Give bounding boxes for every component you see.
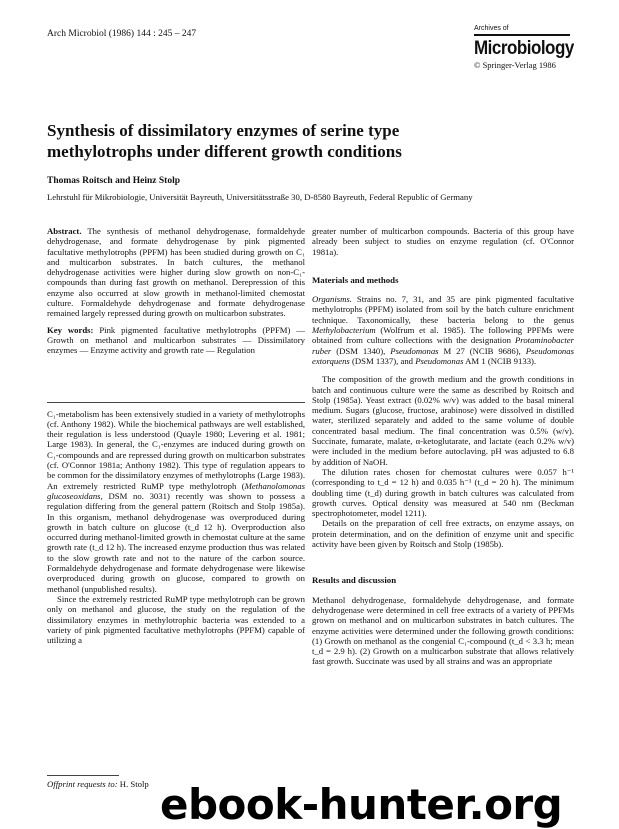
methods-heading: Materials and methods bbox=[312, 274, 399, 285]
organisms-text-3: (DSM 1340), bbox=[331, 345, 391, 356]
dilution-paragraph: The dilution rates chosen for chemostat cultures were 0.057 h⁻¹ (corresponding to t_d = 12 h) and 0.035 h⁻¹ (t_d = 20 h). The minimum doubling time (t_d) during growth in batch cultures was calculated from growth curves. Optical density was measured at 540 nm (Beckman spectrophotometer, model 1211). bbox=[312, 466, 574, 519]
journal-reference: Arch Microbiol (1986) 144 : 245 – 247 bbox=[47, 29, 197, 39]
masthead-archives-of: Archives of bbox=[474, 25, 509, 32]
medium-paragraph: The composition of the growth medium and the growth conditions in batch and continuous culture were the same as described by Roitsch and Stolp (1985a). Yeast extract (0.02% w/v) was added to the basal mineral medium. Sugars (glucose, fructose, arabinose) were dissolved in distilled water, sterilized separately and added to the same volume of double concentrated basal medium. The final concentration was 0.5% (w/v). Succinate, fumarate, malate, α-ketoglutarate, and lactate (each 0.2% w/v) were included in the medium before autoclaving. pH was adjusted to 6.8 by addition of NaOH. bbox=[312, 374, 574, 467]
section-divider bbox=[47, 402, 305, 403]
organisms-genus: Methylobacterium bbox=[312, 325, 376, 336]
intro-species: Methanolomonas glucoseoxidans bbox=[47, 480, 305, 501]
organisms-species-1: Protaminobacter ruber bbox=[312, 335, 574, 356]
organisms-text-5: (DSM 1337), and bbox=[349, 355, 416, 366]
masthead-rule bbox=[474, 34, 570, 36]
offprint-label: Offprint requests to: bbox=[47, 779, 118, 789]
masthead-microbiology-logo: Microbiology bbox=[474, 36, 574, 59]
left-column bbox=[47, 226, 305, 645]
article-authors: Thomas Roitsch and Heinz Stolp bbox=[47, 176, 181, 186]
abstract-text: The synthesis of methanol dehydrogenase, formaldehyde dehydrogenase, and formate dehydrogenase by pink pigmented facultative methylotrophs (PPFM) has been studied during growth on C₁ and multicarbon substrates. In batch cultures, the methanol dehydrogenase activities were higher during slow growth on non-C₁-compounds than during fast growth on methanol. Derepression of this enzyme also occurred at slow growth in methanol-limited chemostat culture. Formaldehyde dehydrogenase and formate dehydrogenase remained largely repressed during growth on multicarbon substrates. bbox=[47, 226, 305, 319]
abstract-label: Abstract. bbox=[47, 226, 82, 236]
intro-continuation: greater number of multicarbon compounds. Bacteria of this group have already been subject to studies on enzyme regulation (cf. O'Connor 1981a). bbox=[312, 226, 574, 257]
journal-masthead bbox=[474, 25, 578, 70]
organisms-species-4: Pseudomonas bbox=[415, 355, 464, 366]
organisms-species-3: Pseudomonas extorquens bbox=[312, 345, 574, 366]
article-title: Synthesis of dissimilatory enzymes of serine type methylotrophs under different growth conditions bbox=[47, 121, 402, 161]
organisms-label: Organisms. bbox=[312, 294, 352, 305]
results-heading: Results and discussion bbox=[312, 575, 397, 586]
keywords-label: Key words: bbox=[47, 324, 94, 335]
organisms-paragraph bbox=[312, 294, 574, 366]
organisms-species-2: Pseudomonas bbox=[390, 345, 439, 356]
intro-paragraph-1 bbox=[47, 409, 305, 594]
abstract-paragraph bbox=[47, 226, 305, 319]
article-affiliation: Lehrstuhl für Mikrobiologie, Universität Bayreuth, Universitätsstraße 30, D-8580 Bayreuth, Federal Republic of Germany bbox=[47, 192, 473, 202]
organisms-text-2: (Wolfrum et al. 1985). The following PPFMs were obtained from culture collections with the designation bbox=[312, 325, 574, 346]
keywords-paragraph bbox=[47, 325, 305, 356]
masthead-copyright: © Springer-Verlag 1986 bbox=[474, 60, 556, 70]
details-paragraph: Details on the preparation of cell free extracts, on enzyme assays, on protein determination, and on the definition of enzyme unit and specific activity have been given by Roitsch and Stolp (1985b). bbox=[312, 518, 574, 550]
offprint-name: H. Stolp bbox=[117, 779, 149, 789]
intro-text-1: C₁-metabolism has been extensively studied in a variety of methylotrophs (cf. Anthony 1982). While the biochemical pathways are well established, their regulation is less understood (Quayle 1980; Levering et al. 1981; Large 1983). In general, the C₁-enzymes are induced during growth on C₁-compounds and are repressed during growth on multicarbon substrates (cf. O'Connor 1981a; Anthony 1982). This type of regulation appears to be common for the dissimilatory enzymes of methylotrophs (Large 1983). An extremely restricted RuMP type methylotroph ( bbox=[47, 408, 305, 491]
intro-paragraph-2: Since the extremely restricted RuMP type methylotroph can be grown only on methanol and glucose, the study on the regulation of the dissimilatory enzymes in methylotrophic bacteria was extended to a variety of pink pigmented facultative methylotrophs (PPFM) capable of utilizing a bbox=[47, 593, 305, 646]
organisms-text-6: AM 1 (NCIB 9133). bbox=[463, 355, 537, 366]
footnote-rule bbox=[47, 775, 119, 776]
watermark-text: ebook-hunter.org bbox=[160, 780, 563, 829]
organisms-text-1: Strains no. 7, 31, and 35 are pink pigmented facultative methylotrophs (PPFM) isolated from soil by the batch culture enrichment technique. Taxonomically, these bacteria belong to the genus bbox=[312, 294, 574, 325]
organisms-text-4: M 27 (NCIB 9686), bbox=[438, 345, 526, 356]
results-paragraph: Methanol dehydrogenase, formaldehyde dehydrogenase, and formate dehydrogenase were determined in cell free extracts of a variety of PPFMs grown on methanol and on multicarbon substrates in batch cultures. The enzyme activities were determined under the following growth conditions: (1) Growth on methanol as the congenial C₁-compound (t_d < 3.3 h; mean t_d = 2.9 h). (2) Growth on a multicarbon substrate that allows relatively fast growth. Succinate was used by all strains and was an appropriate bbox=[312, 594, 574, 667]
keywords-text: Pink pigmented facultative methylotrophs (PPFM) — Growth on methanol and multicarbon substrates — Dissimilatory enzymes — Enzyme activity and growth rate — Regulation bbox=[47, 324, 305, 356]
intro-text-1-rest: , DSM no. 3031) recently was shown to possess a regulation differing from the general pattern (Roitsch and Stolp 1985a). In this organism, methanol dehydrogenase was overproduced during growth in batch culture on glucose (t_d 12 h). Overproduction also occurred during methanol-limited growth in chemostat culture at the same growth rate (t_d 12 h). The increased enzyme production thus was related to the slow growth rate and not to the nature of the carbon source. Formaldehyde dehydrogenase and formate dehydrogenase were likewise overproduced during growth on glucose, compared to growth on methanol (unpublished results). bbox=[47, 490, 305, 594]
right-column bbox=[312, 226, 574, 667]
